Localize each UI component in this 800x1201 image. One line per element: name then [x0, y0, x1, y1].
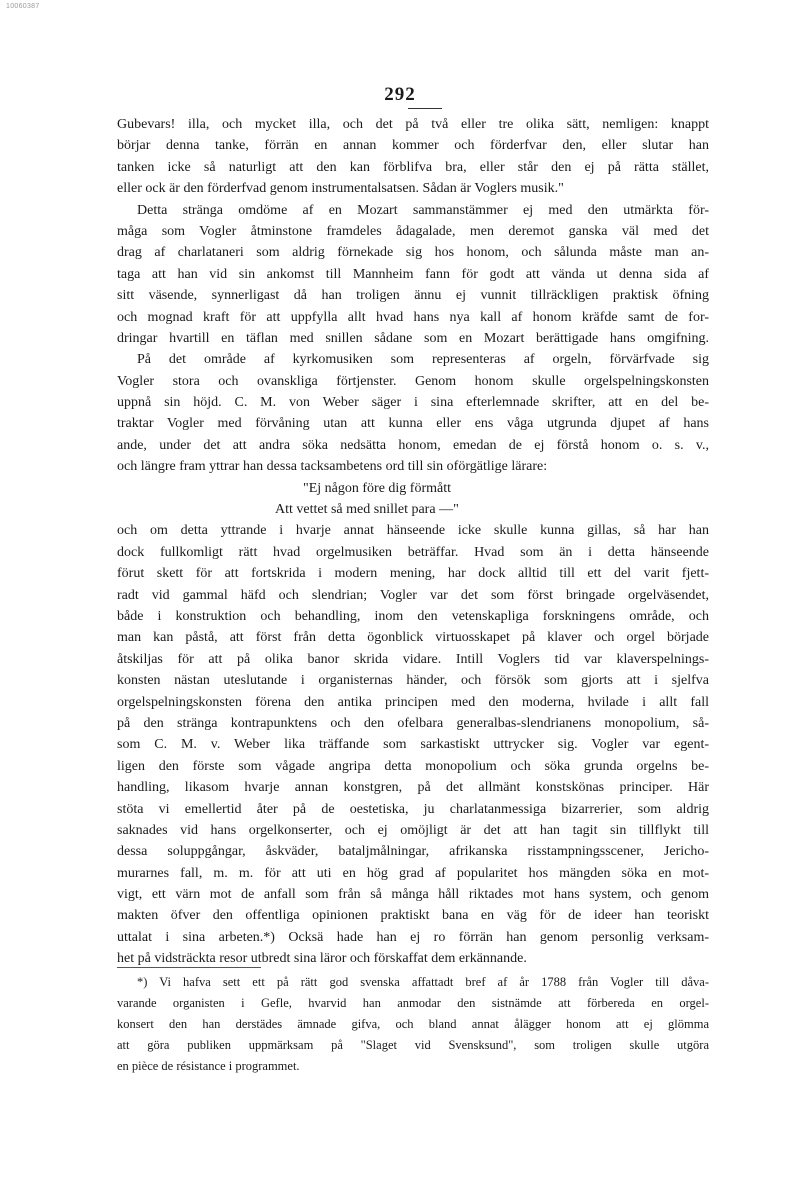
text-line: traktar Vogler med förvåning utan att kunna eller ens våga utgrunda djupet af hans	[117, 416, 709, 432]
text-line: eller ock är den förderfvad genom instrumentalsatsen. Sådan är Voglers musik."	[117, 181, 564, 197]
text-line: sitt väsende, synnerligast då han troligen ännu ej vunnit tillräckligen praktisk öfning	[117, 288, 709, 304]
text-line: saknades vid hans orgelkonserter, och ej omöjligt är det att han tagit sin tillflykt till	[117, 822, 709, 838]
text-line: vigt, ett värn mot de anfall som från så många håll riktades mot hans system, och genom	[117, 887, 709, 903]
page-number: 292	[384, 84, 416, 105]
footnote	[117, 972, 709, 1077]
text-line: både i konstruktion och behandling, inom den vetenskapliga forskningens område, och	[117, 608, 709, 624]
text-line: börjar denna tanke, förrän en annan kommer och förderfvar den, eller slutar han	[117, 138, 709, 154]
text-line: orgelspelningskonsten förena den antika principen med den moderna, hvilade i allt fall	[117, 694, 709, 710]
text-line: Gubevars! illa, och mycket illa, och det på två eller tre olika sätt, nemligen: knappt	[117, 117, 709, 132]
verse-line: Att vettet så med snillet para —"	[275, 502, 459, 518]
text-line: drag af charlataneri som aldrig förnekade sig hos honom, och sålunda måste man an-	[117, 245, 709, 261]
footnote-line: en pièce de résistance i programmet.	[117, 1059, 300, 1073]
footnote-line: konsert den han derstädes ämnade gifva, och bland annat ålägger honom att ej glömma	[117, 1017, 709, 1031]
footnote-line: varande organisten i Gefle, hvarvid han anmodar den sistnämde att förbereda en orgel-	[117, 996, 709, 1010]
body-text	[117, 114, 709, 970]
text-line: och mognad kraft för att uppfylla allt hvad hans nya kall af honom kräfde samt de for-	[117, 309, 709, 325]
text-line: konsten nästan uteslutande i organisternas händer, och försök som gjorts att i sjelfva	[117, 673, 709, 689]
page-number-rule	[408, 108, 442, 109]
text-line: åtskiljas för att på olika banor skrida vidare. Intill Voglers tid var klaverspelnings-	[117, 651, 709, 667]
text-line: radt vid gammal häfd och slendrian; Vogler var det som först bringade orgelväsendet,	[117, 587, 709, 603]
text-line: stöta vi emellertid åter på de oestetiska, ju charlatanmessiga bizarrerier, som aldrig	[117, 801, 709, 817]
text-line: uppnå sin höjd. C. M. von Weber säger i sina efterlemnade skrifter, att en del be-	[117, 395, 709, 411]
text-line: på den stränga kontrapunktens och den ofelbara generalbas-slendrianens monopolium, så-	[117, 715, 709, 731]
text-line: handling, likasom hvarje annan konstgren, på det allmänt konstskönas principer. Här	[117, 780, 709, 796]
verse-line: "Ej någon före dig förmått	[303, 480, 452, 496]
text-line: murarnes fall, m. m. för att uti en hög grad af popularitet hos mängden söka en mot-	[117, 865, 709, 881]
text-line: och om detta yttrande i hvarje annat hänseende icke skulle kunna gillas, så har han	[117, 523, 709, 539]
text-line: och längre fram yttrar han dessa tacksambetens ord till sin oförgätlige lärare:	[117, 459, 548, 475]
text-line: taga att han vid sin ankomst till Mannheim fann för godt att vända ut denna sida af	[117, 266, 709, 282]
text-line: dringar hvartill en täflan med snillen sådane som en Mozart berättigade hans omgifning.	[117, 330, 709, 346]
text-line: På det område af kyrkomusiken som representeras af orgeln, förvärfvade sig	[137, 352, 709, 368]
footnote-line: att göra publiken uppmärksam på "Slaget vid Svensksund", som troligen skulle utgöra	[117, 1038, 709, 1052]
text-line: man kan påstå, att först från detta ögonblick virtuosskapet på klaver och orgel började	[117, 630, 709, 646]
text-line: måga som Vogler åtminstone framdeles ådagalade, men deremot ganska väl med det	[117, 223, 709, 239]
text-line: Detta stränga omdöme af en Mozart sammanstämmer ej med den utmärkta för-	[137, 202, 709, 218]
scan-identifier: 10060387	[6, 3, 40, 10]
text-line: dessa soluppgångar, åskväder, bataljmålningar, afrikanska risstampningsscener, Jericho-	[117, 844, 709, 860]
text-line: som C. M. v. Weber lika träffande som sarkastiskt uttrycker sig. Vogler var egent-	[117, 737, 709, 753]
text-line: uttalat i sina arbeten.*) Ocksä hade han ej ro förrän han genom personlig verksam-	[117, 929, 709, 945]
text-line: tanken icke så naturligt att den kan förblifva bra, eller står den ej på rätta stället,	[117, 159, 709, 175]
text-line: Vogler stora och ovanskliga förtjenster. Genom honom skulle orgelspelningskonsten	[117, 373, 709, 389]
text-line: ande, under det att andra söka nedsätta honom, emedan de ej förstå honom o. s. v.,	[117, 437, 709, 453]
text-line: het på vidsträckta resor utbredt sina läror och förskaffat dem erkännande.	[117, 951, 527, 967]
footnote-rule	[117, 967, 261, 968]
text-line: dock fullkomligt rätt hvad orgelmusiken beträffar. Hvad som än i detta hänseende	[117, 544, 709, 560]
text-line: förut skett för att fortskrida i modern mening, har dock alltid till ett del varit fjett-	[117, 566, 709, 582]
text-line: makten öfver den offentliga opinionen praktiskt bana en väg för de ideer han teoriskt	[117, 908, 709, 924]
footnote-line: *) Vi hafva sett ett på rätt god svenska affattadt bref af år 1788 från Vogler till dåva-	[137, 975, 709, 989]
text-line: ligen den förste som vågade angripa detta monopolium och söka grunda orgelns be-	[117, 758, 709, 774]
